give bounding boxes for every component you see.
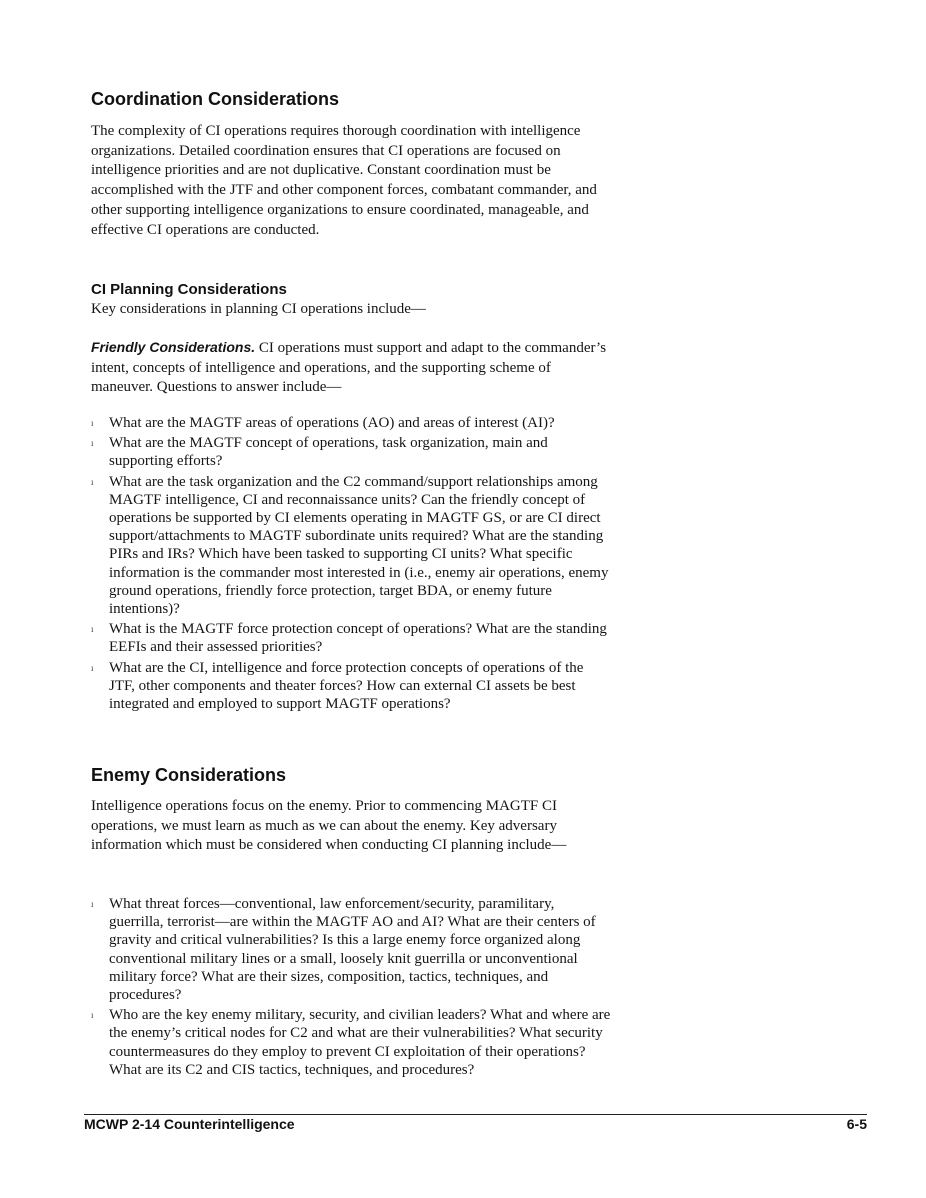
enemy-paragraph: Intelligence operations focus on the enemy. Prior to commencing MAGTF CI operations, we must learn as much as we can about the enemy. Key adversary information which must be considered when conducting CI planning include— (91, 798, 567, 854)
bullet-icon: ı (91, 662, 94, 673)
bullet-icon: ı (91, 624, 94, 635)
enemy-bullet-list (91, 895, 611, 1081)
page-number: 6-5 (846, 1116, 867, 1132)
section-heading-coordination: Coordination Considerations (91, 89, 340, 109)
bullet-icon: ı (91, 476, 94, 487)
friendly-bullet-list (91, 414, 611, 715)
section-heading-enemy: Enemy Considerations (91, 765, 287, 785)
list-item: ı What are the MAGTF areas of operations (AO) and areas of interest (AI)? (91, 415, 555, 431)
list-item: ı Who are the key enemy military, security, and civilian leaders? What and where are the enemy’s critical nodes for C2 and what are their vulnerabilities? What security countermeasures do they employ to prevent CI exploitation of their operations? What are its C2 and CIS tactics, techniques, and procedures? (91, 1007, 611, 1078)
bullet-icon: ı (91, 1010, 94, 1021)
bullet-icon: ı (91, 899, 94, 909)
planning-intro: Key considerations in planning CI operations include— (91, 301, 426, 317)
footer-rule (84, 1114, 867, 1115)
bullet-icon: ı (91, 438, 94, 449)
friendly-lead: Friendly Considerations. (91, 339, 256, 355)
section-heading-ci-planning: CI Planning Considerations (91, 281, 287, 298)
friendly-paragraph (91, 338, 611, 398)
coordination-paragraph: The complexity of CI operations requires thorough coordination with intelligence organizations. Detailed coordination ensures that CI operations are focused on intelligence priorities and are not duplicative. Constant coordination must be accomplished with the JTF and other component forces, combatant commander, and other supporting intelligence organizations to ensure coordinated, manageable, and effective CI operations are conducted. (91, 123, 597, 238)
list-item: ı What is the MAGTF force protection concept of operations? What are the standing EEFIs and their assessed priorities? (91, 621, 607, 656)
list-item: ı What are the task organization and the C2 command/support relationships among MAGTF intelligence, CI and reconnaissance units? Can the friendly concept of operations be supported by CI elements operating in MAGTF GS, or are CI direct support/attachments to MAGTF subordinate units required? What are the standing PIRs and IRs? Which have been tasked to supporting CI units? What specific information is the commander most interested in (i.e., enemy air operations, enemy ground operations, friendly force protection, target BDA, or enemy future intentions)? (91, 473, 609, 618)
footer-title: MCWP 2-14 Counterintelligence (84, 1116, 295, 1132)
list-item: ı What threat forces—conventional, law enforcement/security, paramilitary, guerrilla, terrorist—are within the MAGTF AO and AI? What are their centers of gravity and critical vulnerabilities? Is this a large enemy force organized along conventional military lines or a small, loosely knit guerrilla or unconventional military force? What are their sizes, composition, tactics, techniques, and procedures? (91, 896, 596, 1004)
list-item: ı What are the MAGTF concept of operations, task organization, main and supporting efforts? (91, 435, 548, 470)
list-item: ı What are the CI, intelligence and force protection concepts of operations of the JTF, other components and theater forces? How can external CI assets be best integrated and employed to support MAGTF operations? (91, 659, 584, 713)
bullet-icon: ı (91, 418, 94, 428)
friendly-text: CI operations must support and adapt to the commander’s intent, concepts of intelligence and operations, and the supporting scheme of maneuver. Questions to answer include— (91, 340, 607, 396)
